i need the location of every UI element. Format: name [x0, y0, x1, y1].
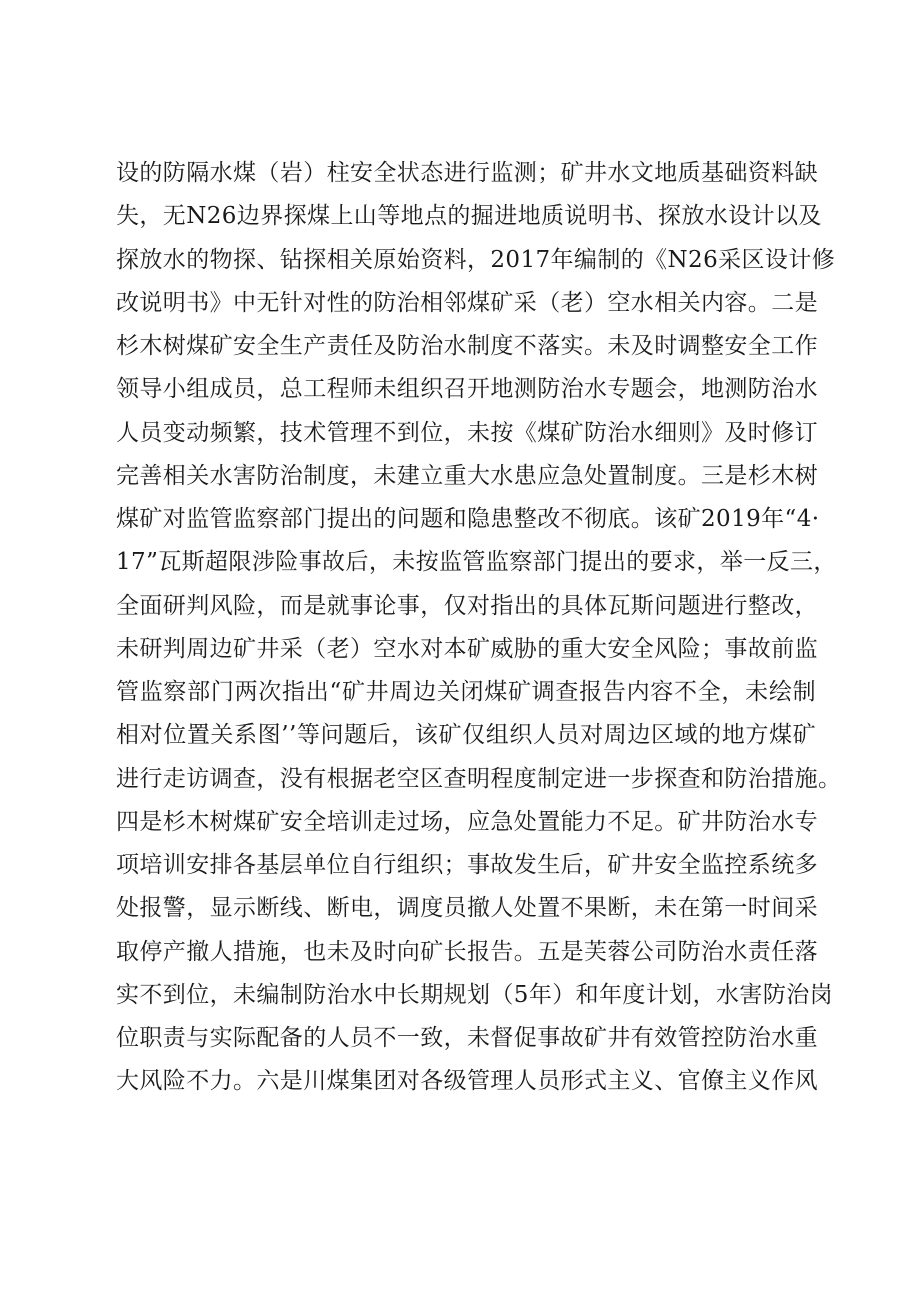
text-line: 位职责与实际配备的人员不一致，未督促事故矿井有效管控防治水重 [116, 1025, 818, 1051]
text-line: 人员变动频繁，技术管理不到位，未按《煤矿防治水细则》及时修订 [116, 419, 818, 446]
text-line: 四是杉木树煤矿安全培训走过场，应急处置能力不足。矿井防治水专 [116, 808, 818, 835]
text-line: 进行走访调查，没有根据老空区查明程度制定进一步探查和防治措施。 [116, 765, 842, 792]
text-line: 失，无N26边界探煤上山等地点的掘进地质说明书、探放水设计以及 [116, 203, 822, 230]
text-line: 处报警，显示断线、断电，调度员撤人处置不果断，未在第一时间采 [116, 895, 818, 922]
text-line: 管监察部门两次指出“矿井周边关闭煤矿调查报告内容不全，未绘制 [116, 679, 816, 705]
text-line: 杉木树煤矿安全生产责任及防治水制度不落实。未及时调整安全工作 [116, 333, 818, 359]
text-line: 设的防隔水煤（岩）柱安全状态进行监测；矿井水文地质基础资料缺 [116, 160, 818, 186]
text-line: 完善相关水害防治制度，未建立重大水患应急处置制度。三是杉木树 [116, 462, 818, 489]
text-line: 大风险不力。六是川煤集团对各级管理人员形式主义、官僚主义作风 [116, 1068, 818, 1095]
text-line: 未研判周边矿井采（老）空水对本矿威胁的重大安全风险；事故前监 [116, 635, 818, 662]
text-line: 取停产撤人措施，也未及时向矿长报告。五是芙蓉公司防治水责任落 [116, 938, 818, 965]
text-line: 项培训安排各基层单位自行组织；事故发生后，矿井安全监控系统多 [116, 852, 818, 878]
text-line: 全面研判风险，而是就事论事，仅对指出的具体瓦斯问题进行整改， [116, 592, 818, 619]
text-line: 实不到位，未编制防治水中长期规划（5年）和年度计划，水害防治岗 [116, 981, 834, 1008]
text-line: 相对位置关系图’’等问题后，该矿仅组织人员对周边区域的地方煤矿 [116, 722, 816, 749]
text-line: 领导小组成员，总工程师未组织召开地测防治水专题会，地测防治水 [116, 376, 818, 403]
text-line: 探放水的物探、钻探相关原始资料，2017年编制的《N26采区设计修 [116, 246, 836, 273]
text-line: 煤矿对监管监察部门提出的问题和隐患整改不彻底。该矿2019年“4· [116, 506, 820, 532]
text-line: 17”瓦斯超限涉险事故后，未按监管监察部门提出的要求，举一反三， [116, 549, 837, 576]
body-text [116, 152, 842, 1104]
text-line: 改说明书》中无针对性的防治相邻煤矿采（老）空水相关内容。二是 [116, 289, 818, 316]
